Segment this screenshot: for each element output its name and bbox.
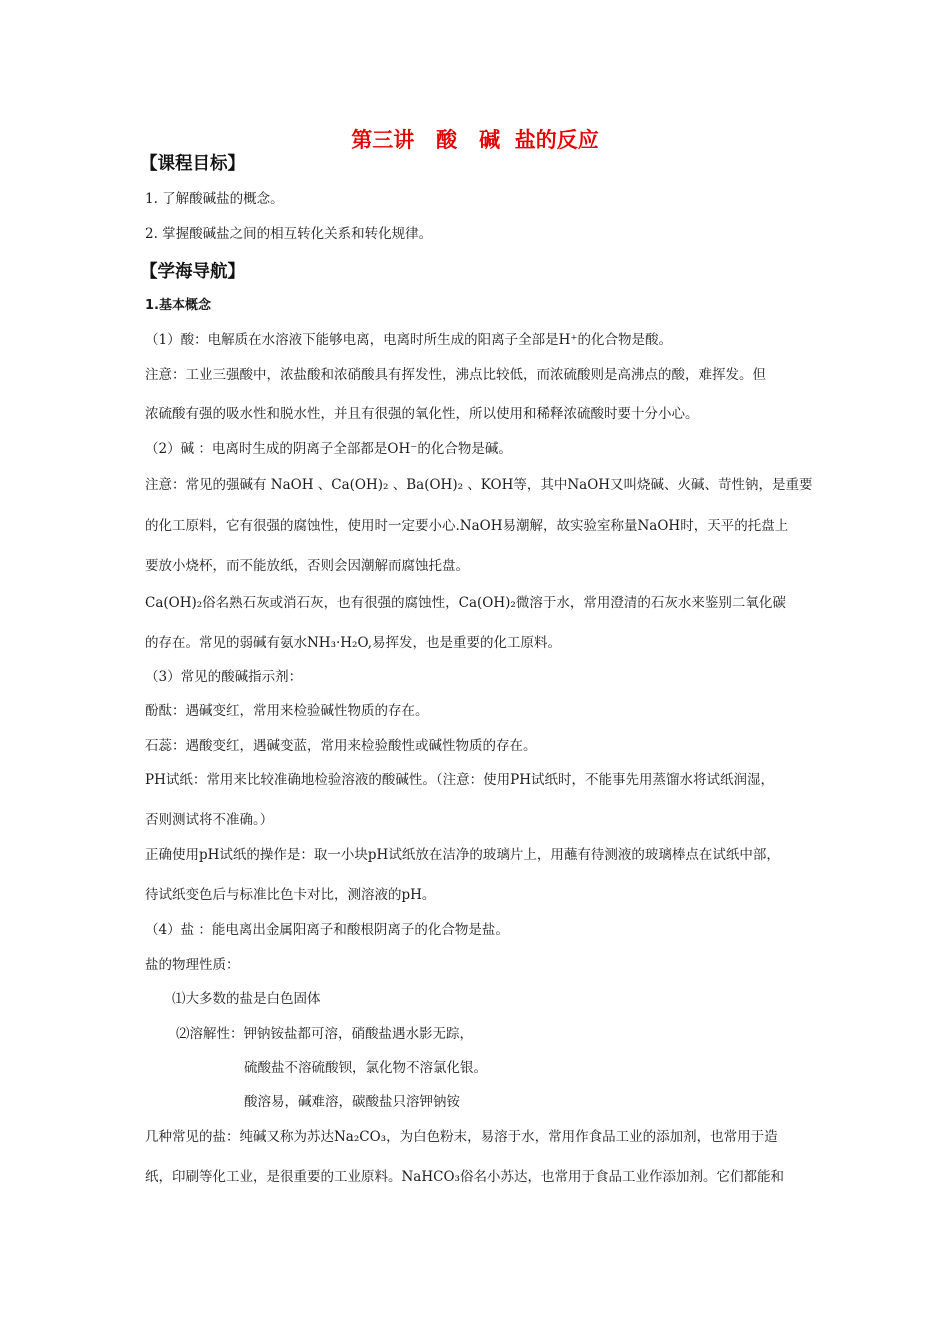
paragraph-line: 纸，印刷等化工业，是很重要的工业原料。NaHCO₃俗名小苏达，也常用于食品工业作添加剂。它们都能和: [145, 1169, 784, 1185]
subsection-heading: 1.基本概念: [145, 298, 211, 313]
paragraph-line: Ca(OH)₂俗名熟石灰或消石灰，也有很强的腐蚀性，Ca(OH)₂微溶于水，常用澄清的石灰水来鉴别二氧化碳: [145, 595, 786, 611]
goal-item: 1. 了解酸碱盐的概念。: [145, 191, 284, 207]
paragraph-line: 注意：工业三强酸中，浓盐酸和浓硝酸具有挥发性，沸点比较低，而浓硫酸则是高沸点的酸，难挥发。但: [145, 367, 766, 383]
paragraph-line: 几种常见的盐：纯碱又称为苏达Na₂CO₃，为白色粉末，易溶于水，常用作食品工业的添加剂，也常用于造: [145, 1129, 778, 1145]
paragraph-line: ⑴大多数的盐是白色固体: [172, 991, 321, 1007]
paragraph-line: 硫酸盐不溶硫酸钡，氯化物不溶氯化银。: [244, 1060, 487, 1076]
paragraph-line: 酚酞：遇碱变红，常用来检验碱性物质的存在。: [145, 703, 429, 719]
paragraph-line: 石蕊：遇酸变红，遇碱变蓝，常用来检验酸性或碱性物质的存在。: [145, 738, 537, 754]
section-heading-study-guide: 【学海导航】: [140, 262, 245, 282]
paragraph-line: 的存在。常见的弱碱有氨水NH₃·H₂O,易挥发，也是重要的化工原料。: [145, 635, 562, 651]
paragraph-line: 要放小烧杯，而不能放纸，否则会因潮解而腐蚀托盘。: [145, 558, 469, 574]
paragraph-line: 正确使用pH试纸的操作是：取一小块pH试纸放在洁净的玻璃片上，用蘸有待测液的玻璃棒点在试纸中部，: [145, 847, 780, 863]
paragraph-line: 的化工原料，它有很强的腐蚀性，使用时一定要小心.NaOH易潮解，故实验室称量NaOH时，天平的托盘上: [145, 518, 789, 534]
paragraph-line: 酸溶易，碱难溶，碳酸盐只溶钾钠铵: [244, 1094, 460, 1110]
section-heading-course-goals: 【课程目标】: [140, 154, 245, 174]
paragraph-line: 浓硫酸有强的吸水性和脱水性，并且有很强的氧化性，所以使用和稀释浓硫酸时要十分小心。: [145, 406, 699, 422]
paragraph-line: （1）酸：电解质在水溶液下能够电离，电离时所生成的阳离子全部是H⁺的化合物是酸。: [145, 332, 672, 348]
paragraph-line: （3）常见的酸碱指示剂：: [145, 669, 303, 685]
paragraph-line: （2）碱 ：电离时生成的阴离子全部都是OH⁻的化合物是碱。: [145, 441, 512, 457]
paragraph-line: 待试纸变色后与标准比色卡对比，测溶液的pH。: [145, 887, 436, 903]
paragraph-line: ⑵溶解性：钾钠铵盐都可溶，硝酸盐遇水影无踪，: [176, 1026, 473, 1042]
paragraph-line: （4）盐 ：能电离出金属阳离子和酸根阴离子的化合物是盐。: [145, 922, 509, 938]
paragraph-line: 盐的物理性质：: [145, 957, 240, 973]
paragraph-line: PH试纸：常用来比较准确地检验溶液的酸碱性。（注意：使用PH试纸时，不能事先用蒸馏水将试纸润湿，: [145, 772, 774, 788]
paragraph-line: 注意：常见的强碱有 NaOH 、Ca(OH)₂ 、Ba(OH)₂ 、KOH等，其中NaOH又叫烧碱、火碱、苛性钠，是重要: [145, 477, 813, 493]
goal-item: 2. 掌握酸碱盐之间的相互转化关系和转化规律。: [145, 226, 433, 242]
page-title: 第三讲 酸 碱 盐的反应: [351, 128, 599, 152]
paragraph-line: 否则测试将不准确。）: [145, 812, 274, 828]
